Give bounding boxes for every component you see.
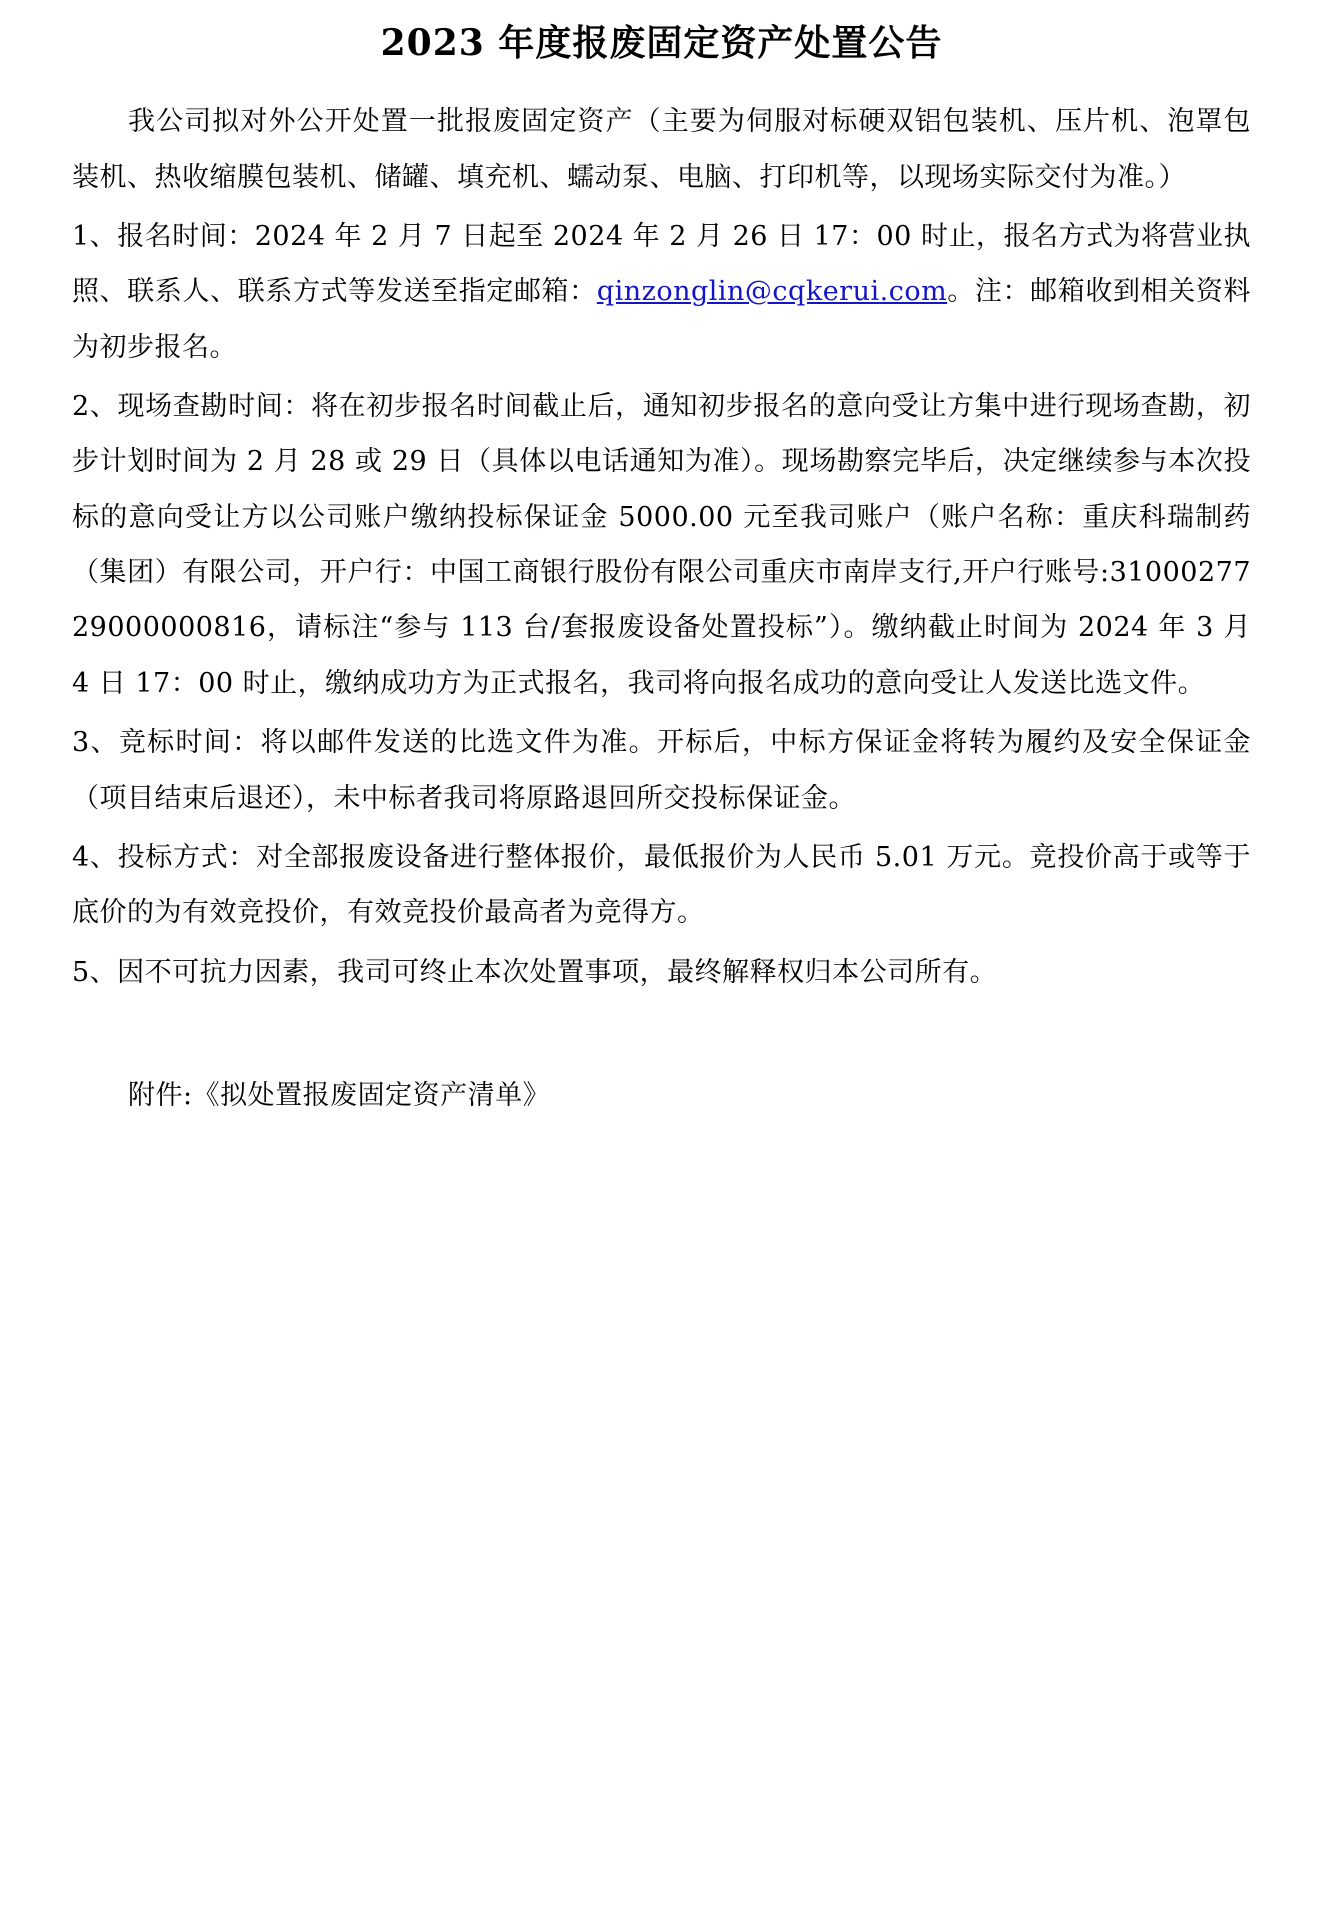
clause-1 [72,209,1251,375]
spacer [72,1004,1251,1022]
clause-5: 5、因不可抗力因素，我司可终止本次处置事项，最终解释权归本公司所有。 [72,956,998,988]
clause-3: 3、竞标时间：将以邮件发送的比选文件为准。开标后，中标方保证金将转为履约及安全保证金（项目结束后退还），未中标者我司将原路退回所交投标保证金。 [72,727,1251,814]
clause-1-text-before-email: 1、报名时间：2024 年 2 月 7 日起至 2024 年 2 月 26 日 17：00 时止，报名方式为将营业执照、联系人、联系方式等发送至指定邮箱： [72,221,1251,308]
clause-1-text-after-email: 。注：邮箱收到相关资料为初步报名。 [72,276,1252,363]
page-title: 2023 年度报废固定资产处置公告 [380,22,943,64]
intro-paragraph: 我公司拟对外公开处置一批报废固定资产（主要为伺服对标硬双铝包装机、压片机、泡罩包装机、热收缩膜包装机、储罐、填充机、蠕动泵、电脑、打印机等，以现场实际交付为准。） [72,106,1251,193]
clause-2: 2、现场查勘时间：将在初步报名时间截止后，通知初步报名的意向受让方集中进行现场查勘，初步计划时间为 2 月 28 或 29 日（具体以电话通知为准）。现场勘察完毕后，决定继续参与本次投标的意向受让方以公司账户缴纳投标保证金 5000.00 元至我司账户（账户名称：重庆科瑞制药（集团）有限公司，开户行：中国工商银行股份有限公司重庆市南岸支行,开户行账号:3100027729000000816，请标注“参与 113 台/套报废设备处置投标”）。缴纳截止时间为 2024 年 3 月 4 日 17：00 时止，缴纳成功方为正式报名，我司将向报名成功的意向受让人发送比选文件。 [72,391,1251,699]
attachment-line: 附件:《拟处置报废固定资产清单》 [128,1079,551,1111]
email-link[interactable]: qinzonglin@cqkerui.com [596,276,948,308]
clause-4: 4、投标方式：对全部报废设备进行整体报价，最低报价为人民币 5.01 万元。竞投价高于或等于底价的为有效竞投价，有效竞投价最高者为竞得方。 [72,841,1251,929]
